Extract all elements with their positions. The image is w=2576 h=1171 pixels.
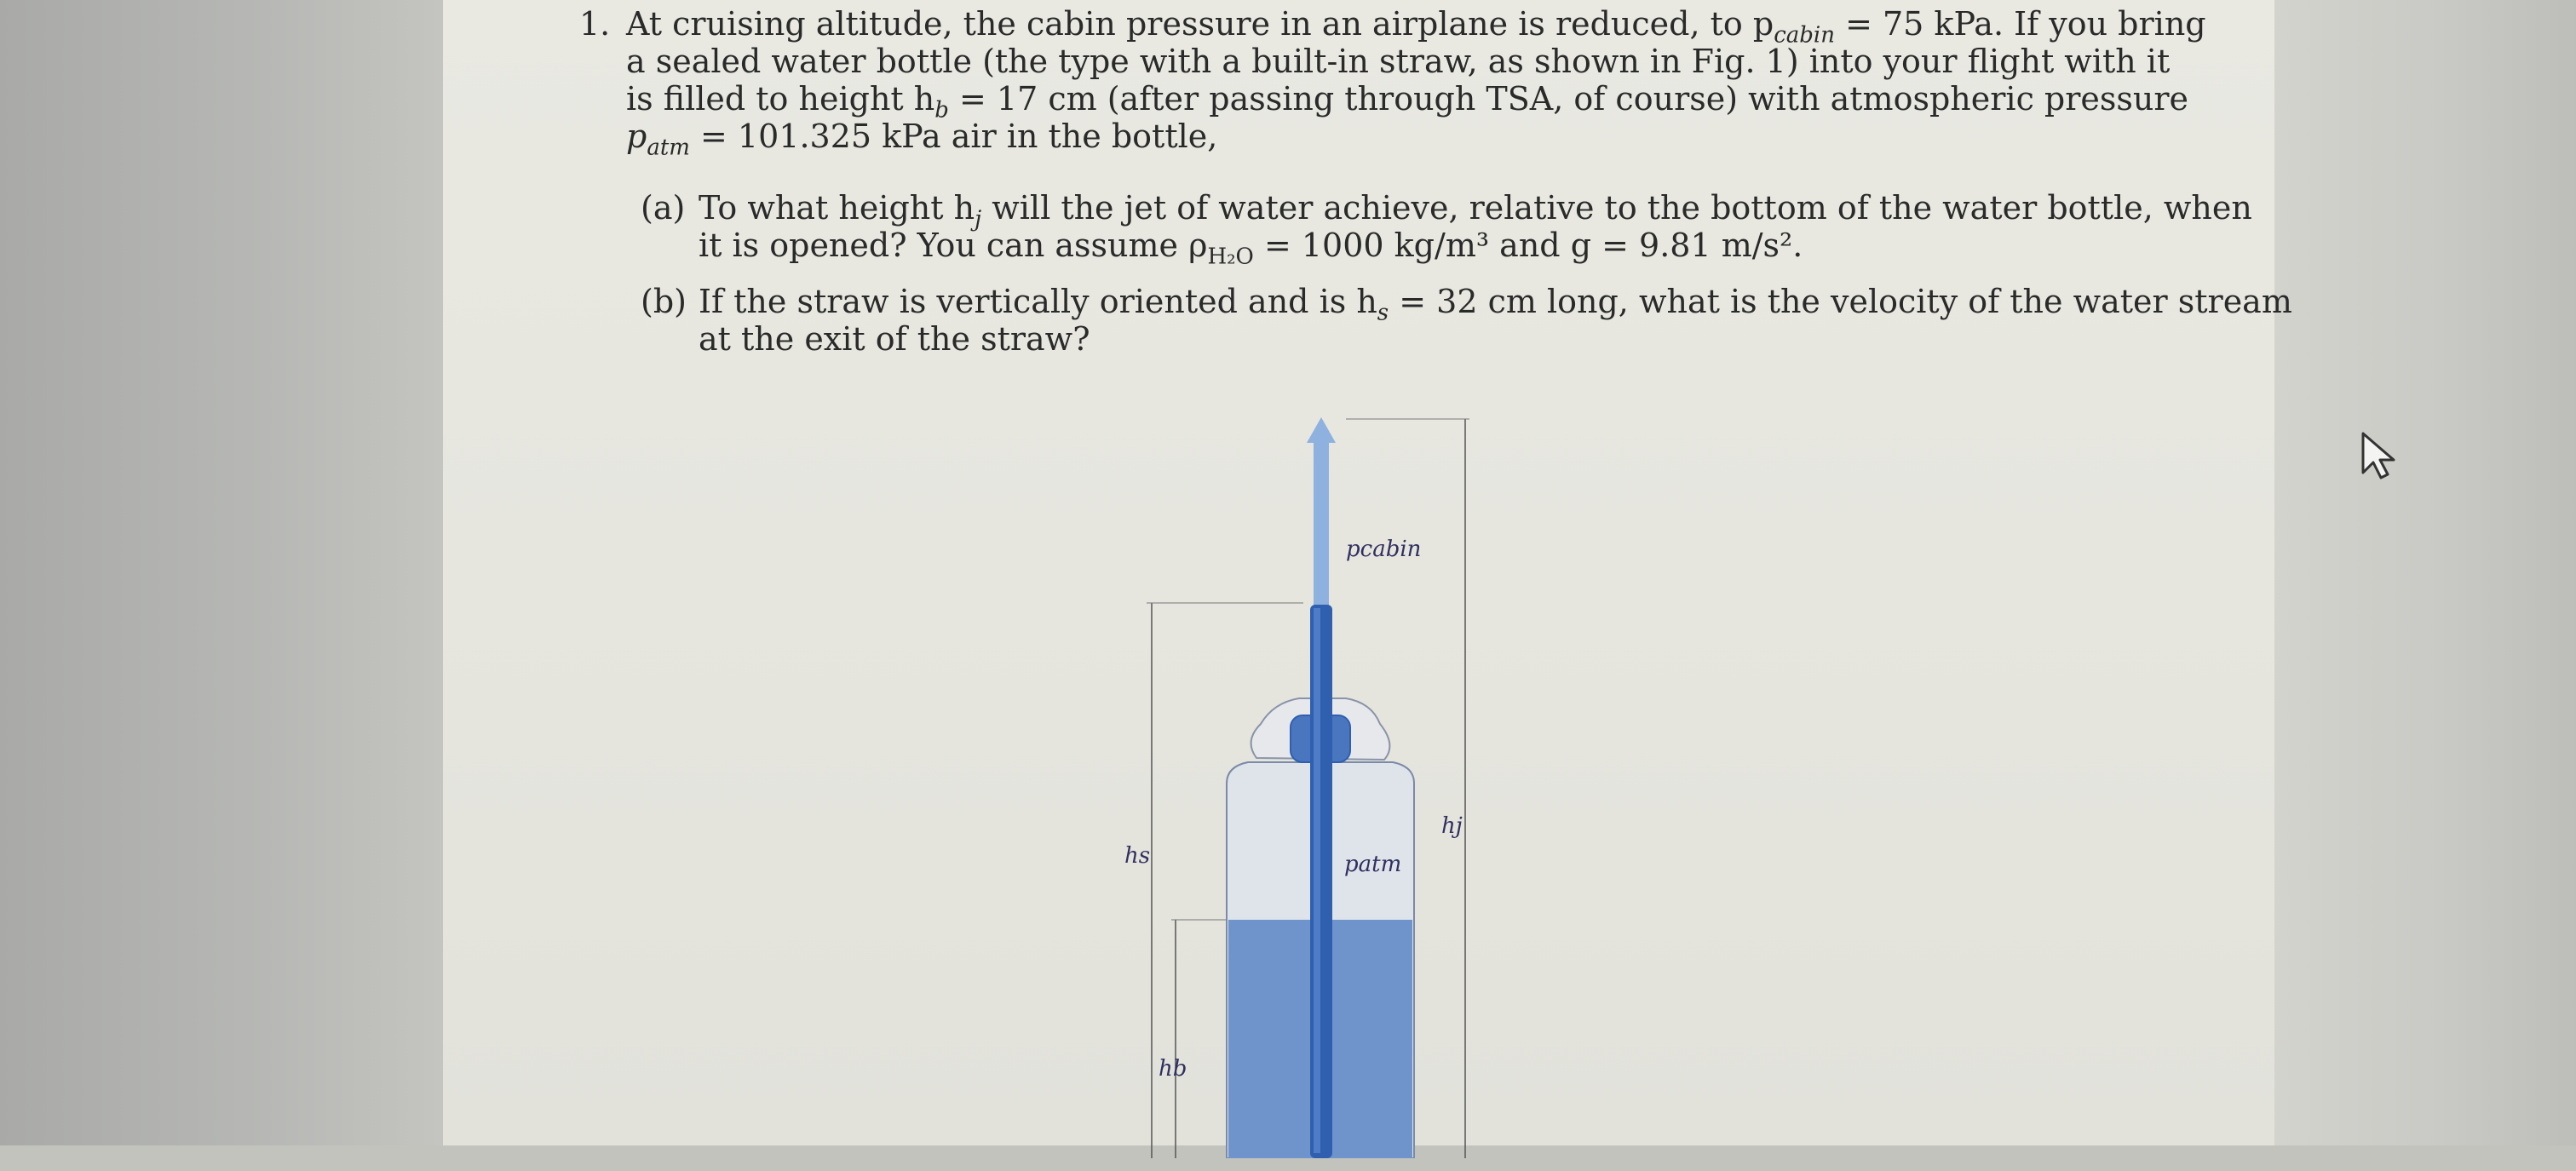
problem-line-3-tail: = 17 cm (after passing through TSA, of course) with atmospheric pressure [948, 80, 2189, 118]
monitor-bezel-left [0, 0, 443, 1171]
problem-line-4-tail: = 101.325 kPa air in the bottle, [689, 118, 1218, 155]
part-a-line-2-text: it is opened? You can assume ρ [699, 227, 1208, 264]
part-a-line-1-text: To what height h [699, 189, 975, 227]
problem-number: 1. [579, 5, 611, 43]
part-b-line-1 [699, 283, 2292, 326]
part-a-label: (a) [641, 189, 686, 227]
hb-label: hb [1159, 1056, 1187, 1082]
straw [1310, 605, 1332, 1158]
patm-label: patm [1344, 852, 1402, 877]
problem-line-4-text: p [626, 118, 647, 155]
problem-line-1 [626, 5, 2206, 49]
problem-line-3-text: is filled to height h [626, 80, 935, 118]
j-subscript: j [975, 206, 982, 232]
pointer-arrow-icon [2360, 430, 2397, 481]
part-b-line-2: at the exit of the straw? [699, 320, 1090, 358]
problem-line-4 [626, 118, 1217, 161]
monitor-bezel-right [2235, 0, 2576, 1171]
bottle-diagram [1090, 409, 1567, 1158]
part-b-line-1-text: If the straw is vertically oriented and is h [699, 283, 1377, 320]
water-jet [1314, 434, 1329, 622]
problem-line-1-text: At cruising altitude, the cabin pressure in an airplane is reduced, to p [626, 5, 1774, 43]
jet-arrow-head [1307, 417, 1336, 443]
problem-line-3 [626, 80, 2188, 123]
problem-line-1-tail: = 75 kPa. If you bring [1834, 5, 2206, 43]
s-subscript: s [1377, 300, 1389, 326]
hj-label: hj [1441, 813, 1463, 839]
part-b-label: (b) [641, 283, 687, 320]
rho-subscript: H₂O [1207, 244, 1254, 270]
straw-highlight [1314, 608, 1320, 1153]
hs-label: hs [1124, 843, 1151, 869]
pcabin-label: pcabin [1346, 537, 1422, 562]
part-a-line-1-tail: will the jet of water achieve, relative to the bottom of the water bottle, when [981, 189, 2252, 227]
part-a-line-2-tail: = 1000 kg/m³ and g = 9.81 m/s². [1253, 227, 1803, 264]
b-subscript: b [934, 97, 949, 123]
part-a-line-2 [699, 227, 1803, 270]
cabin-subscript: cabin [1774, 22, 1835, 49]
part-a-line-1 [699, 189, 2252, 232]
bottle-figure [1090, 409, 1567, 1158]
problem-line-2: a sealed water bottle (the type with a built-in straw, as shown in Fig. 1) into your flight with it [626, 43, 2171, 80]
atm-subscript: atm [647, 135, 690, 161]
part-b-line-1-tail: = 32 cm long, what is the velocity of the water stream [1389, 283, 2292, 320]
